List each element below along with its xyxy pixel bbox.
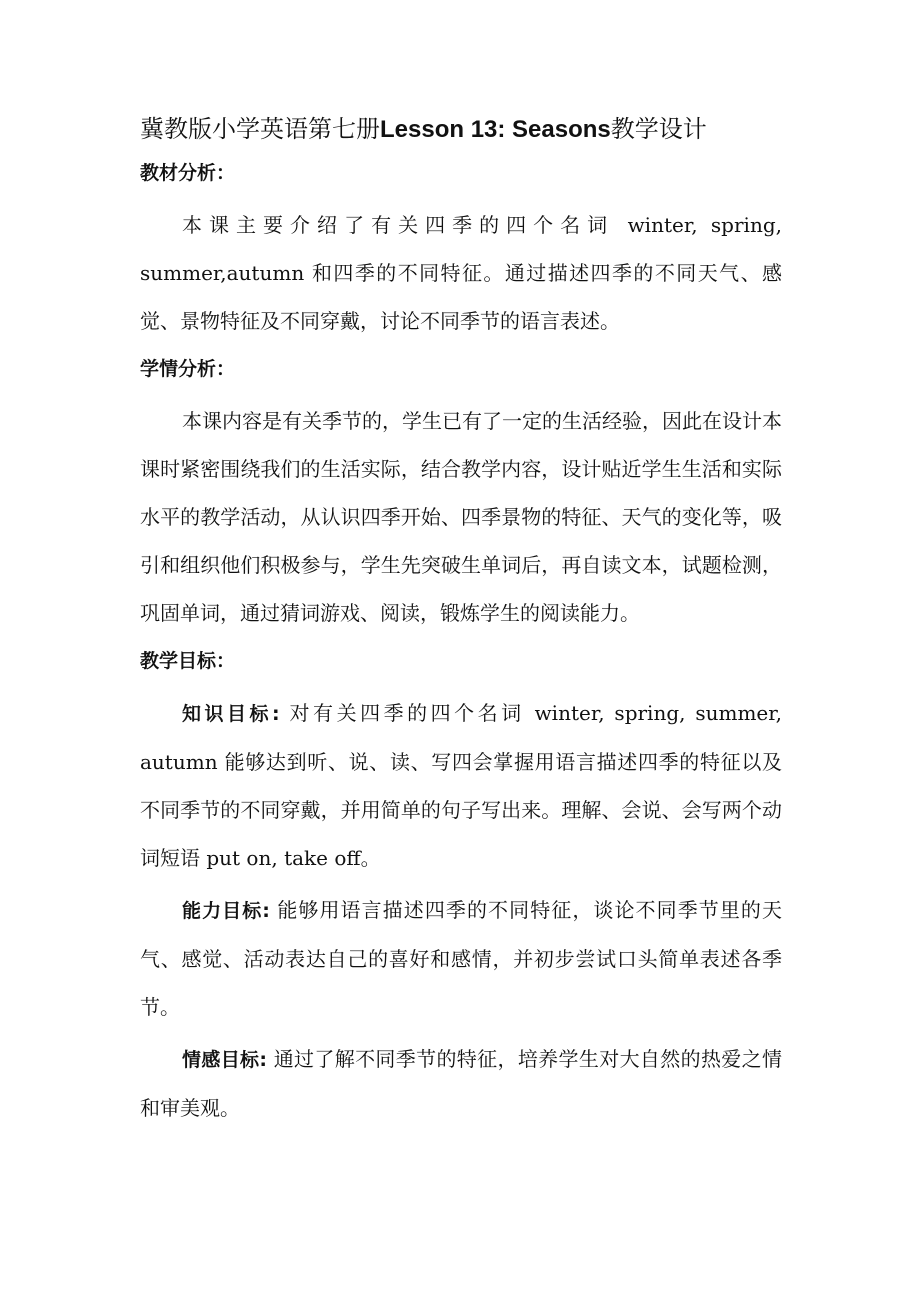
title-suffix: 教学设计 <box>610 115 707 143</box>
material-analysis-heading: 教材分析： <box>140 162 236 184</box>
knowledge-goal <box>140 689 782 882</box>
title-prefix: 冀教版小学英语第七册 <box>140 115 380 143</box>
material-analysis-text: 本课主要介绍了有关四季的四个名词 winter, spring, summer,autumn 和四季的不同特征。通过描述四季的不同天气、感觉、景物特征及不同穿戴，讨论不同季节的语言表述。 <box>140 213 782 333</box>
emotion-goal <box>140 1035 782 1132</box>
title-lesson: Lesson 13: Seasons <box>380 116 611 143</box>
ability-goal <box>140 886 782 1031</box>
student-analysis-text: 本课内容是有关季节的，学生已有了一定的生活经验，因此在设计本课时紧密围绕我们的生活实际，结合教学内容，设计贴近学生生活和实际水平的教学活动，从认识四季开始、四季景物的特征、天气的变化等，吸引和组织他们积极参与，学生先突破生单词后，再自读文本，试题检测，巩固单词，通过猜词游戏、阅读，锻炼学生的阅读能力。 <box>140 409 782 625</box>
teaching-goals-heading: 教学目标： <box>140 650 236 672</box>
document-page <box>140 112 782 1136</box>
knowledge-goal-text: 对有关四季的四个名词 winter, spring, summer, autumn 能够达到听、说、读、写四会掌握用语言描述四季的特征以及不同季节的不同穿戴，并用简单的句子写出来。理解、会说、会写两个动词短语 put on, take off。 <box>140 701 782 870</box>
ability-goal-label: 能力目标: <box>182 900 270 922</box>
student-analysis-heading: 学情分析： <box>140 358 236 380</box>
knowledge-goal-label: 知识目标: <box>182 703 280 725</box>
emotion-goal-label: 情感目标: <box>182 1049 267 1071</box>
document-title <box>140 112 782 147</box>
emotion-goal-text: 通过了解不同季节的特征，培养学生对大自然的热爱之情和审美观。 <box>140 1047 782 1120</box>
ability-goal-text: 能够用语言描述四季的不同特征，谈论不同季节里的天气、感觉、活动表达自己的喜好和感情，并初步尝试口头简单表述各季节。 <box>140 898 782 1019</box>
